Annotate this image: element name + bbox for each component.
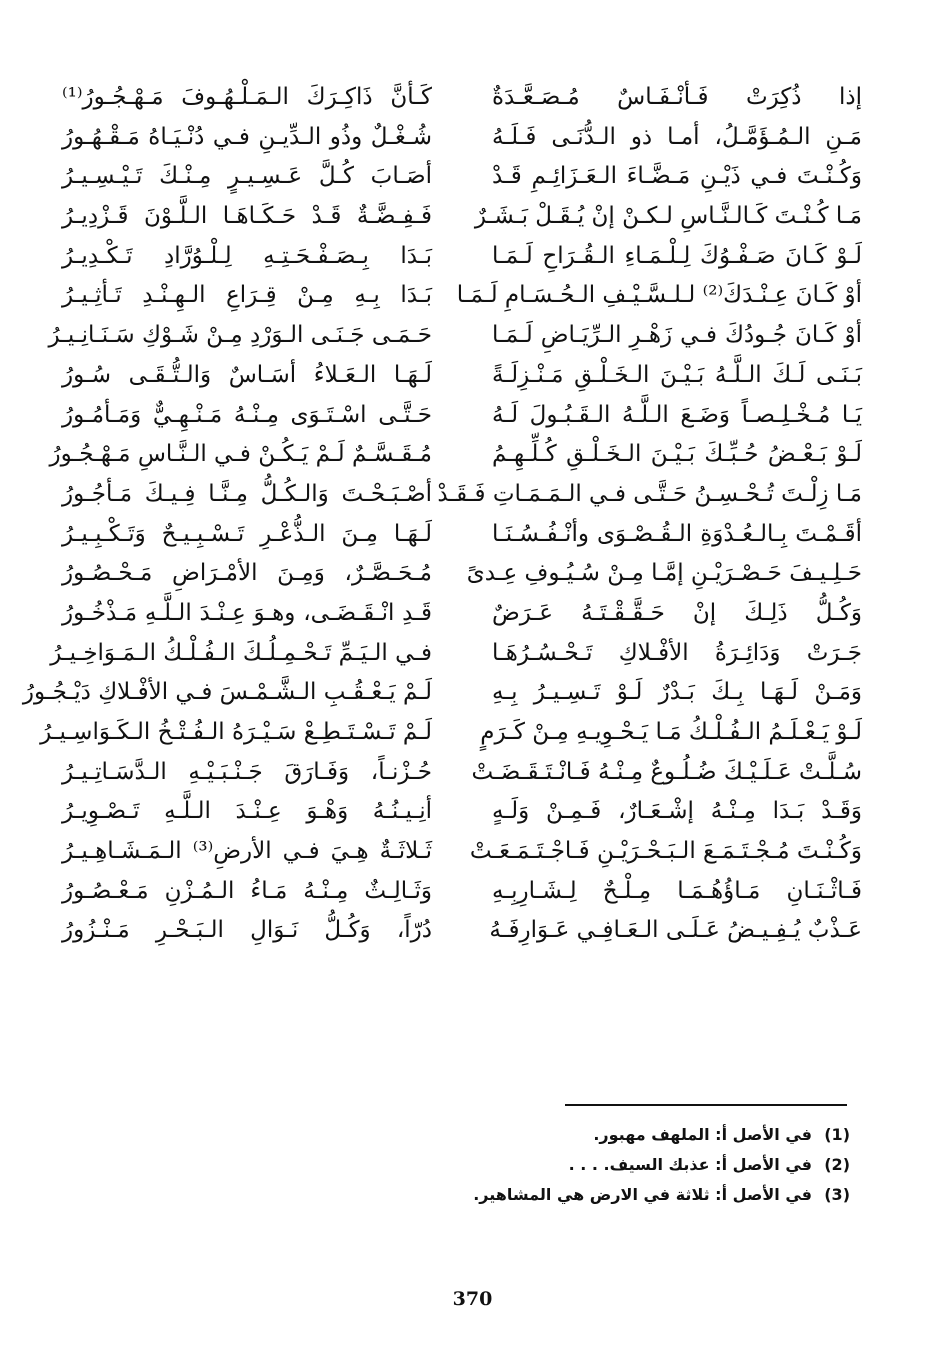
verse-second-hemistich: أصْـبَـحْـتَ وَالـكُـلُّ مِـنَّـا فِـيـكَ مَـأجُـورُ [62,480,432,507]
verse-second-hemistich: وَثَـالِـثٌ مِـنْـهُ مَـاءُ الـمُـزْنِ مَـعْـصُـورُ [62,877,432,904]
footnote-text: في الأصل أ: ثلاثة في الارض هي المشاهير. [473,1185,812,1204]
verse-line [48,316,862,356]
verse-first-hemistich: بَـنَـى لَـكَ الـلَّـهُ بَـيْـنَ الـخَـلْـقِ مَـنْـزِلَـةً [492,361,862,388]
verse-second-hemistich: لَـمْ تَـسْـتَـطِـعْ سَـيْـرَهُ الـفُـتْـخُ الـكَـوَاسِـيـرُ [40,719,432,745]
verse-line [22,673,862,713]
verse-second-hemistich: أنِـيـنُـهُ وَهْـوَ عِـنْـدَ الـلَّـهِ تَـصْـوِيـرُ [62,798,432,825]
verse-line [62,356,862,396]
verse-second-hemistich: قَـدِ انْـقَـضَـى، وهـوَ عِـنْـدَ الـلَّـهِ مَـذْخُـورُ [62,599,432,626]
verse-second-hemistich: شُـغْـلٌ وذُو الـدِّيـنِ فـي دُنْـيَـاهُ مَـقْـهُـورُ [62,123,432,150]
footnotes [300,1120,850,1210]
page-number: 370 [452,1288,493,1310]
verse-second-hemistich: بَـدَا بِـهِ مِـنْ قِـرَاعِ الـهِـنْـدِ تَـأثِـيـرُ [62,282,432,309]
verse-first-hemistich: مَـا زِلْـتَ تُـحْـسِـنُ حَـتَّـى فـي الـمَـمَـاتِ فَـقَـدْ [437,480,862,507]
verse-line [62,475,862,515]
verse-second-hemistich: بَـدَا بِـصَـفْـحَـتِـهِ لِـلْـوُرَّادِ تَـكْـدِيـرُ [62,242,432,269]
verse-first-hemistich: سُـلَّـتْ عَـلَـيْـكَ ضُـلُـوعٌ مِـنْـهُ فَـانْـتَـقَـضَـتْ [471,758,862,785]
verse-line [62,78,862,118]
verse-line [40,713,862,753]
verse-first-hemistich: وَكُـنْـتَ فـي ذَيْـنِ مَـضَّـاءَ الـعَـزَائِـمِ قَـدْ [492,163,862,190]
verse-second-hemistich: لَـهَـا الـعَـلاءُ أسَـاسٌ وَالـتُّـقَـى سُـورُ [62,361,432,388]
verse-first-hemistich: لَـوْ كَـانَ صَـفْـوُكَ لِـلْـمَـاءِ الـقُـرَاحِ لَـمَـا [492,242,862,269]
verse-second-hemistich: مُـحَـصَّـرٌ، وَمِـنَ الأمْـرَاضِ مَـحْـصُـورُ [62,560,432,587]
verse-first-hemistich: لَـوْ يَـعْـلَـمُ الـفُـلْـكُ مَـا يَـحْـوِيـهِ مِـنْ كَـرَمٍ [480,719,862,745]
footnote-line [300,1180,850,1210]
verse-first-hemistich: لَـوْ بَـعْـضُ حُـبِّـكَ بَـيْـنَ الـخَـلْـقِ كُـلِّـهِـمُ [492,441,862,468]
verse-second-hemistich: لَـمْ يَـعْـقُـبِ الـشَّـمْـسَ فـي الأفْـلاكِ دَيْـجُـورُ [22,679,432,706]
verse-first-hemistich: أقَـمْـتَ بِـالـعُـدْوَةِ الـقُـصْـوَى وأنْـفُـسُـنَـا [492,520,862,547]
verse-first-hemistich: مَـنِ الـمُـؤَمَّـلُ، أمـا ذو الـدُّنَـى فَـلَـهُ [492,123,862,150]
verse-first-hemistich: وَقَـدْ بَـدَا مِـنْـهُ إشْـعَـارٌ، فَـمِـنْ وَلَـهٍ [492,798,862,825]
verse-second-hemistich: ثَـلاثَـةٌ هِـيَ فـي الأرضِ⁽³⁾ الـمَـشَـاهِـيـرُ [62,838,432,865]
verse-second-hemistich: حَـمَـى جَـنَـى الـوَرْدِ مِـنْ شَـوْكِ سَـنَـانِـيـرُ [48,322,432,349]
verse-second-hemistich: حُـزْنـاً، وَفَـارَقَ جَـنْـبَـيْـهِ الـدَّسَـاتِـيـرُ [62,758,432,785]
verse-first-hemistich: حَـلِـيـفَ حَـصْـرَيْـنِ إمَّـا مِـنْ سُـيُـوفِ عِـدىً [466,560,862,587]
verse-first-hemistich: يَـا مُـخْـلِـصـاً وَضَـعَ الـلَّـهُ الـقَـبُـولَ لَـهُ [492,401,862,428]
verse-first-hemistich: وَكُـلُّ ذَلِـكَ إنْ حَـقَّـقْـتَـهُ عَـرَضٌ [492,599,862,626]
footnote-number: (2) [824,1155,850,1174]
verse-first-hemistich: فَـاثْـنَـانِ مَـاؤُهُـمَـا مِـلْـحٌ لِـشَـارِبِـهِ [492,877,862,904]
verse-first-hemistich: جَـرَتْ وَدَائِـرَةُ الأفْـلاكِ تَـحْـسُـرُهَـا [492,639,862,666]
verse-second-hemistich: دُرّاً، وَكُـلُّ نَـوَالِ الـبَـحْـرِ مَـنْـزُورُ [62,917,432,944]
verse-line [62,911,862,951]
footnote-text: في الأصل أ: الملهف مهبور. [593,1125,812,1144]
verse-first-hemistich: عَـذْبٌ يُـفِـيـضُ عَـلَـى الـعَـافِـي عَـوَارِفَـهُ [489,917,862,944]
verse-first-hemistich: وَمَـنْ لَـهَـا بِـكَ بَـدْرٌ لَـوْ تَـسِـيـرُ بِـهِ [492,679,862,706]
verse-line [62,396,862,436]
verse-line [62,554,862,594]
verse-second-hemistich: مُـقَـسَّـمٌ لَـمْ يَـكُـنْ فـي الـنَّـاسِ مَـهْـجُـورُ [49,441,432,468]
verse-second-hemistich: حَـتَّـى اسْـتَـوَى مِـنْـهُ مَـنْـهِـيٌّ وَمَـأمُـورُ [62,401,432,428]
footnote-line [300,1120,850,1150]
footnote-number: (1) [824,1125,850,1144]
verse-second-hemistich: لَـهَـا مِـنَ الـذُّعْـرِ تَـسْـبِـيـحٌ وَتَـكْـبِـيـرُ [62,520,432,547]
footnote-number: (3) [824,1185,850,1204]
verse-first-hemistich: أوْ كَـانَ عِـنْـدَكَ⁽²⁾ لـلـسَّـيْـفِ الـحُـسَـامِ لَـمَـا [456,282,862,309]
verse-line [62,515,862,555]
verse-line [49,435,862,475]
verse-line [62,276,862,316]
verse-line [62,197,862,237]
poem-verses [22,78,862,951]
verse-line [62,157,862,197]
verse-line [62,832,862,872]
footnote-text: في الأصل أ: عذبك السيف. . . . [568,1155,812,1174]
verse-line [62,594,862,634]
verse-first-hemistich: مَـا كُـنْـتَ كَـالـنَّـاسِ لـكـنْ إنْ يُـقَـلْ بَـشَـرٌ [474,203,862,230]
verse-line [62,118,862,158]
verse-first-hemistich: إذا ذُكِرَتْ فَـأنْـفَـاسٌ مُـصَـعَّـدَةٌ [492,84,862,110]
verse-line [62,792,862,832]
footnote-line [300,1150,850,1180]
verse-first-hemistich: وَكُـنْـتَ مُـجْـتَـمَـعَ الـبَـحْـرَيْـنِ فَـاجْـتَـمَـعَـتْ [469,838,862,865]
verse-line [62,753,862,793]
verse-second-hemistich: أصَـابَ كُـلَّ عَـسِـيـرٍ مِـنْـكَ تَـيْـسِـيـرُ [62,163,432,190]
verse-first-hemistich: أوْ كَـانَ جُـودُكَ فـي زَهْـرِ الـرِّيَـاضِ لَـمَـا [492,322,862,349]
verse-line [50,634,862,674]
verse-line [62,872,862,912]
verse-second-hemistich: فَـفِـضَّـةٌ قَـدْ حَـكَـاهَـا الـلَّـوْنَ قَـزْدِيـرُ [62,203,432,230]
footnote-divider [565,1104,847,1106]
verse-second-hemistich: فـي الـيَـمِّ تَـحْـمِـلُـكَ الـفُـلْـكُ الـمَـوَاخِـيـرُ [50,639,432,666]
verse-second-hemistich: كَـأنَّ ذَاكِـرَكَ الـمَـلْـهُـوفَ مَـهْـجُـورُ⁽¹⁾ [62,84,432,110]
verse-line [62,237,862,277]
